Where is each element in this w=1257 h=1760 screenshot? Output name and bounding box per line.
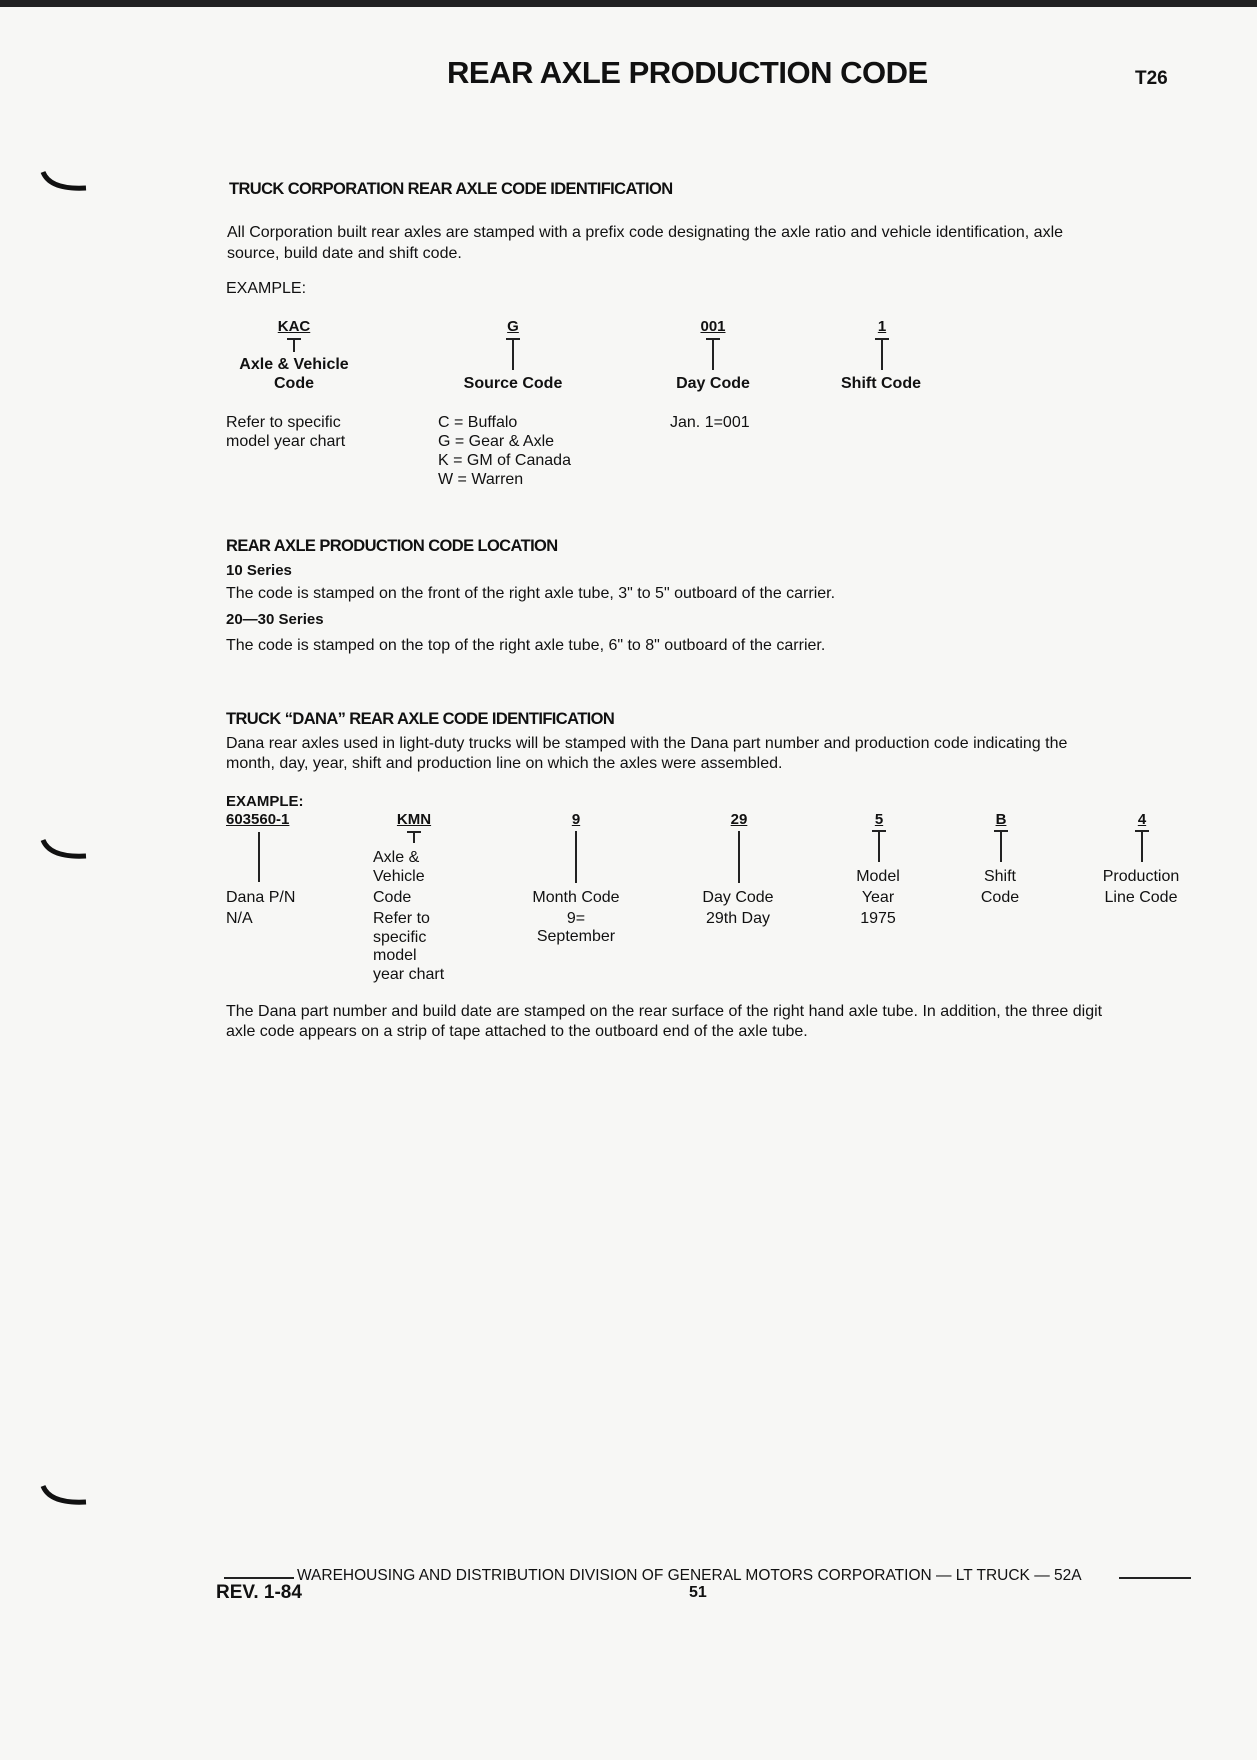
dana-shift-label-line1: Shift <box>983 868 1016 885</box>
page-number: 51 <box>689 1584 707 1601</box>
axle-vehicle-label-line1: Axle & <box>373 849 420 866</box>
day-note: Jan. 1=001 <box>670 414 750 431</box>
code-leader <box>738 831 740 883</box>
dana-pn-label: Dana P/N <box>226 889 296 906</box>
production-line-label-line1: Production <box>1102 868 1180 885</box>
model-year-note: 1975 <box>860 910 896 927</box>
code-leader <box>1141 830 1143 862</box>
section3-intro-line2: month, day, year, shift and production line on which the axles were assembled. <box>226 755 783 772</box>
section3-example-label: EXAMPLE: <box>226 793 304 810</box>
series-10-text: The code is stamped on the front of the right axle tube, 3" to 5" outboard of the carrier. <box>226 585 836 602</box>
footer-rule-right <box>1119 1577 1191 1579</box>
axle-vehicle-note-line1: Refer to <box>373 910 430 927</box>
section-heading-dana: TRUCK “DANA” REAR AXLE CODE IDENTIFICATION <box>226 710 615 728</box>
month-code-note-line1: 9= <box>566 910 586 927</box>
refer-line2: model year chart <box>226 433 346 450</box>
section1-example-label: EXAMPLE: <box>226 280 307 297</box>
binder-hole-mark-top <box>40 168 90 198</box>
footer-division: WAREHOUSING AND DISTRIBUTION DIVISION OF GENERAL MOTORS CORPORATION — LT TRUCK — 52A <box>297 1567 1082 1584</box>
code-1: 1 <box>877 318 887 335</box>
code-leader <box>881 338 883 370</box>
axle-vehicle-code-label-line1: Axle & Vehicle <box>239 356 349 373</box>
source-code-label: Source Code <box>463 375 563 392</box>
source-gear-axle: G = Gear & Axle <box>438 433 555 450</box>
source-buffalo: C = Buffalo <box>438 414 518 431</box>
dana-shift-label-line2: Code <box>980 889 1020 906</box>
source-warren: W = Warren <box>438 471 524 488</box>
axle-vehicle-label-line2: Vehicle <box>373 868 425 885</box>
section1-intro-line1: All Corporation built rear axles are stamped with a prefix code designating the axle ratio and vehicle identification, axle <box>227 224 1064 241</box>
code-leader <box>413 831 415 843</box>
code-29: 29 <box>730 811 748 828</box>
code-5: 5 <box>874 811 884 828</box>
top-border <box>0 0 1257 7</box>
axle-vehicle-code-label-line2: Code <box>274 375 314 392</box>
month-code-note-line2: September <box>536 928 616 945</box>
code-leader <box>293 338 295 352</box>
code-leader <box>258 832 260 882</box>
footer-rule-left <box>224 1577 294 1579</box>
code-9: 9 <box>571 811 581 828</box>
code-leader <box>878 830 880 862</box>
axle-vehicle-note-line2: specific <box>373 929 427 946</box>
binder-hole-mark-bottom <box>40 1482 90 1512</box>
month-code-label: Month Code <box>532 889 620 906</box>
production-line-label-line2: Line Code <box>1104 889 1178 906</box>
dana-day-code-label: Day Code <box>702 889 774 906</box>
binder-hole-mark-middle <box>40 836 90 866</box>
section3-closing-line2: axle code appears on a strip of tape attached to the outboard end of the axle tube. <box>226 1023 808 1040</box>
page-id: T26 <box>1135 68 1168 89</box>
section3-intro-line1: Dana rear axles used in light-duty trucks will be stamped with the Dana part number and production code indicating the <box>226 735 1068 752</box>
code-kac: KAC <box>277 318 311 335</box>
code-g: G <box>507 318 519 335</box>
page-title: REAR AXLE PRODUCTION CODE <box>447 55 928 90</box>
code-001: 001 <box>700 318 726 335</box>
source-gm-canada: K = GM of Canada <box>438 452 571 469</box>
dana-day-code-note: 29th Day <box>705 910 771 927</box>
dana-pn-note: N/A <box>226 910 253 927</box>
day-code-label: Day Code <box>676 375 750 392</box>
axle-vehicle-note-line4: year chart <box>373 966 445 983</box>
code-603560-1: 603560-1 <box>226 811 290 828</box>
revision-label: REV. 1-84 <box>216 1582 302 1603</box>
code-kmn: KMN <box>396 811 432 828</box>
refer-line1: Refer to specific <box>226 414 341 431</box>
code-leader <box>1000 830 1002 862</box>
series-20-30-text: The code is stamped on the top of the right axle tube, 6" to 8" outboard of the carrier. <box>226 637 826 654</box>
code-leader <box>575 831 577 883</box>
section1-intro-line2: source, build date and shift code. <box>227 245 462 262</box>
code-leader <box>712 338 714 370</box>
series-10-label: 10 Series <box>226 562 292 579</box>
code-leader <box>512 338 514 370</box>
section-heading-corporation: TRUCK CORPORATION REAR AXLE CODE IDENTIFICATION <box>229 180 673 198</box>
axle-vehicle-label-line3: Code <box>373 889 412 906</box>
section3-closing-line1: The Dana part number and build date are stamped on the rear surface of the right hand axle tube. In addition, the three digit <box>226 1003 1103 1020</box>
model-year-label-line2: Year <box>861 889 895 906</box>
shift-code-label: Shift Code <box>841 375 921 392</box>
section-heading-location: REAR AXLE PRODUCTION CODE LOCATION <box>226 537 558 555</box>
axle-vehicle-note-line3: model <box>373 947 417 964</box>
series-20-30-label: 20—30 Series <box>226 611 324 628</box>
code-b: B <box>995 811 1007 828</box>
model-year-label-line1: Model <box>856 868 900 885</box>
code-4: 4 <box>1137 811 1147 828</box>
